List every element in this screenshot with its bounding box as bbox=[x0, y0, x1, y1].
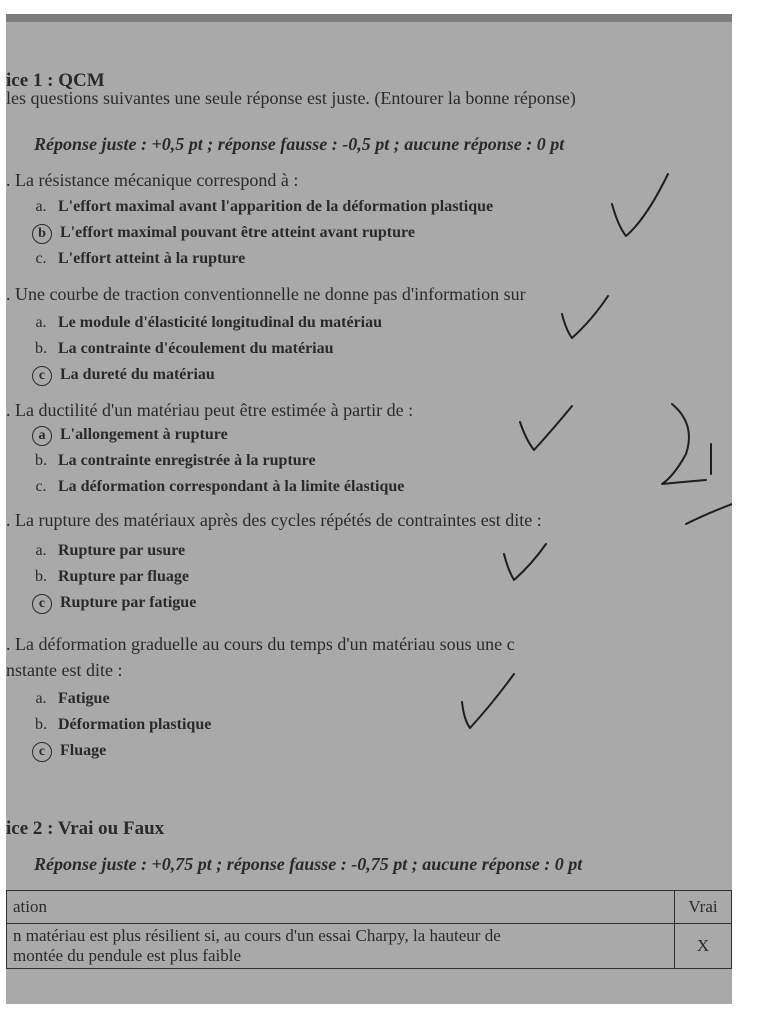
bracket-mark-icon bbox=[662, 404, 706, 484]
circled-answer: c bbox=[32, 366, 52, 386]
exercise1-instruction: les questions suivantes une seule réponse est juste. (Entourer la bonne réponse) bbox=[6, 88, 576, 108]
question-1: . La résistance mécanique correspond à : bbox=[6, 170, 299, 190]
q4-option-a bbox=[24, 542, 185, 560]
q5-option-a bbox=[24, 690, 110, 708]
option-letter: a. bbox=[35, 198, 47, 215]
option-letter: c. bbox=[35, 478, 47, 495]
check-mark-icon bbox=[612, 174, 668, 236]
option-text: La dureté du matériau bbox=[60, 366, 215, 383]
q4-option-b bbox=[24, 568, 189, 586]
option-text: Rupture par fluage bbox=[58, 568, 189, 585]
option-text: Le module d'élasticité longitudinal du matériau bbox=[58, 314, 383, 331]
statement-cell bbox=[7, 924, 675, 969]
option-text: L'effort atteint à la rupture bbox=[58, 250, 246, 267]
q5-option-c bbox=[24, 742, 106, 762]
option-letter: a. bbox=[35, 542, 47, 559]
option-text: La contrainte d'écoulement du matériau bbox=[58, 340, 334, 357]
table-header-row bbox=[7, 891, 732, 924]
question-4: . La rupture des matériaux après des cycles répétés de contraintes est dite : bbox=[6, 510, 542, 530]
question-2: . Une courbe de traction conventionnelle ne donne pas d'information sur bbox=[6, 284, 526, 304]
option-letter: b. bbox=[35, 568, 47, 585]
q2-option-a bbox=[24, 314, 382, 332]
option-text: Fluage bbox=[60, 742, 107, 759]
option-text: Fatigue bbox=[58, 690, 110, 707]
exercise2-scoring: Réponse juste : +0,75 pt ; réponse fausse : -0,75 pt ; aucune réponse : 0 pt bbox=[34, 854, 583, 874]
check-mark-icon bbox=[686, 504, 732, 524]
q3-option-b bbox=[24, 452, 316, 470]
option-letter: a. bbox=[35, 690, 47, 707]
check-mark-icon bbox=[562, 296, 608, 338]
q1-option-b bbox=[24, 224, 415, 244]
circled-answer: b bbox=[32, 224, 52, 244]
exercise2-title: ice 2 : Vrai ou Faux bbox=[6, 818, 165, 839]
option-text: L'effort maximal avant l'apparition de la déformation plastique bbox=[58, 198, 494, 215]
question-5: . La déformation graduelle au cours du temps d'un matériau sous une c bbox=[6, 634, 515, 654]
q3-option-c bbox=[24, 478, 404, 496]
exercise1-title: ice 1 : QCM bbox=[6, 70, 105, 91]
vrai-mark-cell: X bbox=[675, 924, 732, 969]
option-letter: b. bbox=[35, 340, 47, 357]
q5-option-b bbox=[24, 716, 211, 734]
q1-option-c bbox=[24, 250, 245, 268]
option-letter: a. bbox=[35, 314, 47, 331]
question-5-continued: nstante est dite : bbox=[6, 660, 123, 680]
circled-answer: a bbox=[32, 426, 52, 446]
q1-option-a bbox=[24, 198, 493, 216]
circled-answer: c bbox=[32, 742, 52, 762]
question-3: . La ductilité d'un matériau peut être estimée à partir de : bbox=[6, 400, 414, 420]
statement-line-1: n matériau est plus résilient si, au cours d'un essai Charpy, la hauteur de bbox=[13, 926, 501, 945]
header-vrai: Vrai bbox=[675, 891, 732, 924]
scanned-exam-page bbox=[6, 14, 732, 1004]
q2-option-c bbox=[24, 366, 215, 386]
option-letter: b. bbox=[35, 716, 47, 733]
statement-line-2: montée du pendule est plus faible bbox=[13, 946, 242, 965]
q3-option-a bbox=[24, 426, 228, 446]
option-letter: c. bbox=[35, 250, 47, 267]
option-text: La contrainte enregistrée à la rupture bbox=[58, 452, 316, 469]
option-text: La déformation correspondant à la limite élastique bbox=[58, 478, 405, 495]
option-text: Déformation plastique bbox=[58, 716, 212, 733]
header-affirmation: ation bbox=[7, 891, 675, 924]
page-top-edge bbox=[6, 14, 732, 22]
option-text: Rupture par usure bbox=[58, 542, 186, 559]
option-letter: b. bbox=[35, 452, 47, 469]
exercise1-scoring: Réponse juste : +0,5 pt ; réponse fausse : -0,5 pt ; aucune réponse : 0 pt bbox=[34, 134, 565, 154]
q4-option-c bbox=[24, 594, 196, 614]
option-text: L'effort maximal pouvant être atteint avant rupture bbox=[60, 224, 415, 241]
check-mark-icon bbox=[462, 674, 514, 728]
check-mark-icon bbox=[504, 544, 546, 580]
q2-option-b bbox=[24, 340, 334, 358]
option-text: L'allongement à rupture bbox=[60, 426, 228, 443]
option-text: Rupture par fatigue bbox=[60, 594, 197, 611]
true-false-table bbox=[6, 890, 732, 969]
circled-answer: c bbox=[32, 594, 52, 614]
table-row bbox=[7, 924, 732, 969]
check-mark-icon bbox=[520, 406, 572, 450]
